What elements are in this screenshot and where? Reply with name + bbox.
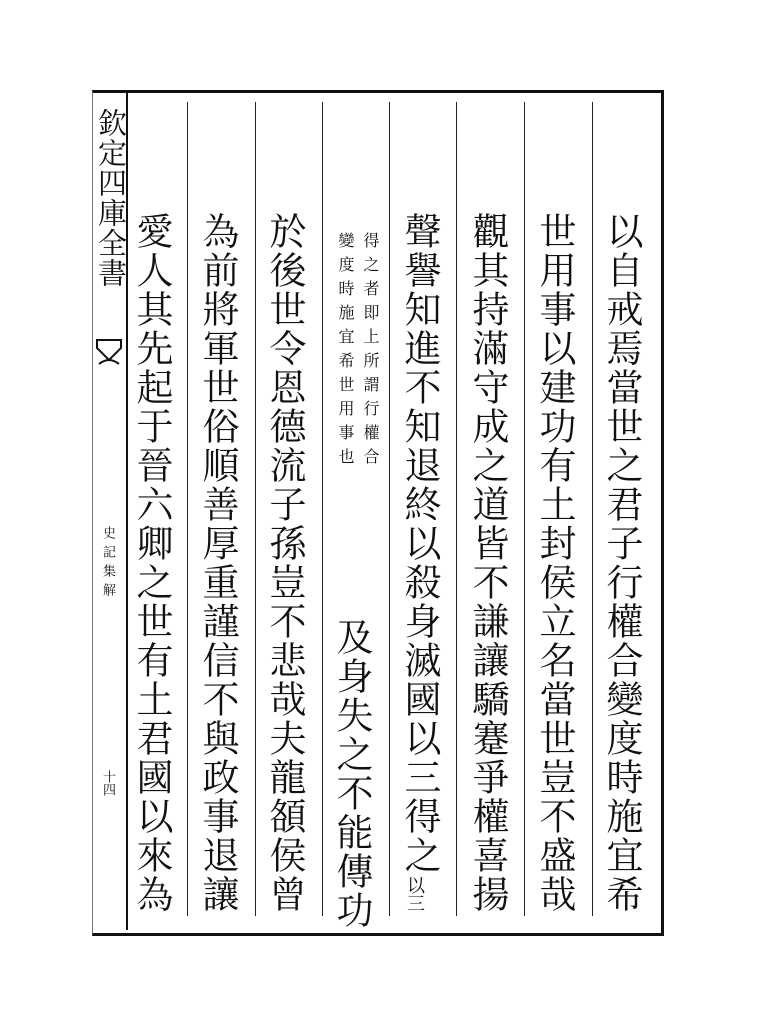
page-number: 十四 xyxy=(100,770,115,796)
text-column-3: 觀其持滿守成之道皆不謙讓驕蹇爭權喜揚 xyxy=(466,212,509,914)
annotation-line-1: 得之者即上所謂行權合 xyxy=(361,232,380,472)
text-column-1: 以自戒焉當世之君子行權合變度時施宜希 xyxy=(600,212,643,914)
annotation-line-2: 變度時施宜希世用事也 xyxy=(336,232,355,472)
text-column-5-after-note: 及身失之不能傳功 xyxy=(330,618,373,930)
page-frame xyxy=(92,90,664,936)
text-column-4: 聲譽知進不知退終以殺身滅國以三得之 xyxy=(398,212,441,875)
text-column-6: 於後世令恩德流子孫豈不悲哉夫龍頟侯曾 xyxy=(263,212,306,914)
text-column-2: 世用事以建功有土封侯立名當世豈不盛哉 xyxy=(533,212,576,914)
column-rule xyxy=(322,102,323,916)
fishtail-mark-icon xyxy=(95,338,123,372)
text-column-8: 愛人其先起于晉六卿之世有土君國以來為 xyxy=(130,212,173,914)
column-rule xyxy=(187,102,188,916)
text-column-7: 為前將軍世俗順善厚重謹信不與政事退讓 xyxy=(196,212,239,914)
column-rule xyxy=(524,102,525,916)
text-column-4-tail: 以三 xyxy=(404,876,425,912)
collection-title: 欽定四庫全書 xyxy=(94,108,128,288)
column-rule xyxy=(592,102,593,916)
column-rule xyxy=(456,102,457,916)
column-rule xyxy=(255,102,256,916)
book-title: 史記集解 xyxy=(100,526,115,602)
column-rule xyxy=(389,102,390,916)
